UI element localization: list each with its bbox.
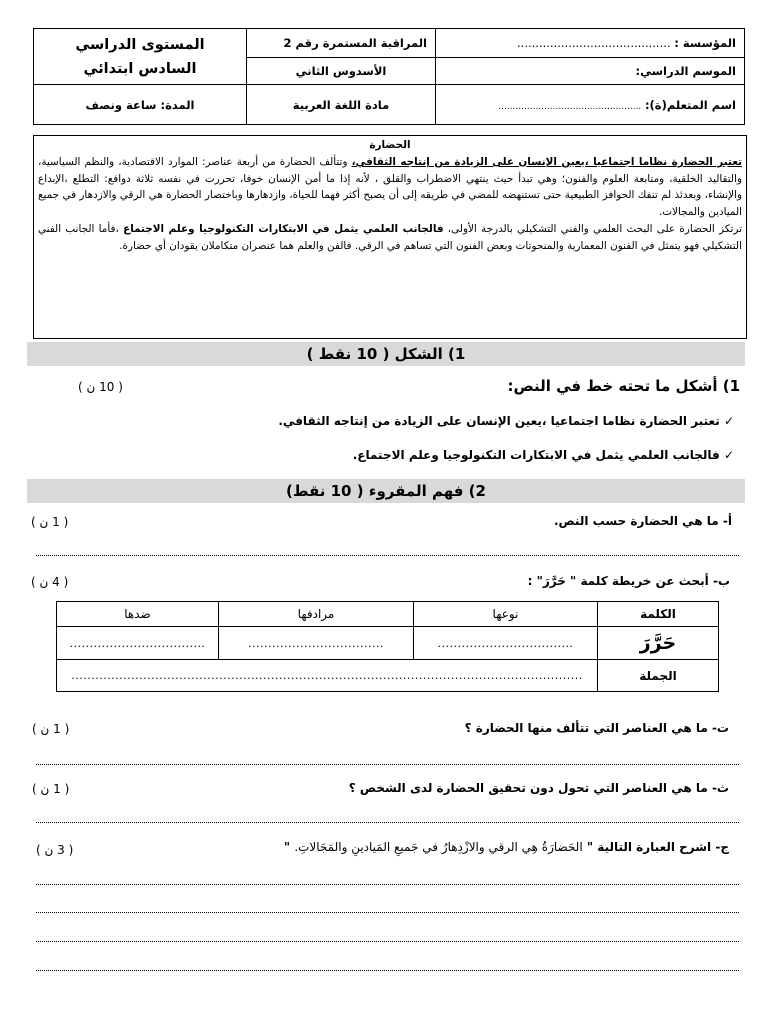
- synonym-answer[interactable]: ..................................: [219, 627, 414, 660]
- qt-text: ما هي العناصر التي تتألف منها الحضارة ؟: [464, 721, 708, 735]
- qt-points: ( 1 ن ): [32, 722, 70, 736]
- passage-text-2: ترتكز الحضارة على البحث العلمي والفني التشكيلي بالدرجة الأولى،: [447, 222, 742, 235]
- qj-answer-line-3[interactable]: [36, 941, 739, 942]
- qa-text: ما هي الحضارة حسب النص.: [554, 514, 719, 528]
- passage-paragraph-2: [38, 221, 742, 255]
- qth-row: [349, 781, 729, 795]
- qb-label: ب-: [712, 574, 730, 588]
- duration-cell: [34, 85, 247, 125]
- season-cell: [436, 58, 745, 85]
- qj-row: [284, 840, 729, 854]
- qa-label: أ-: [722, 514, 732, 528]
- reading-passage: [33, 135, 747, 339]
- duration: المدة: ساعة ونصف: [85, 97, 195, 112]
- shakl-sentence-2: فالجانب العلمي يثمل في الابتكارات التكنولوجيا وعلم الاجتماع.: [352, 448, 720, 462]
- qb-row: [528, 574, 730, 588]
- col-antonym-header: ضدها: [57, 602, 219, 627]
- section-2-title: 2) فهم المقروء ( 10 نقط): [27, 479, 745, 503]
- qa-points: ( 1 ن ): [31, 515, 69, 529]
- shakl-sentence-1: تعتبر الحضارة نظاما اجتماعيا ،يعين الإنسان على الزيادة من إنتاجه الثقافي.: [278, 414, 720, 428]
- institution-dots[interactable]: ..........................................: [517, 36, 671, 50]
- level-cell: [34, 29, 247, 85]
- level-value: السادس ابتدائي: [83, 60, 197, 77]
- section-1-title: 1) الشكل ( 10 نقط ): [27, 342, 745, 366]
- student-dots[interactable]: ..................................................: [498, 101, 642, 112]
- col-type-header: نوعها: [414, 602, 598, 627]
- passage-title: الحضارة: [369, 139, 411, 151]
- passage-text-3: ،فأما الجانب الفني التشكيلي فهو يتمثل في الفنون المعمارية والمنحوتات وبعض الفنون التي تساهم في الرقي. فالفن والعلم هما عنصران متكاملان يقودان أي حضارة.: [38, 222, 742, 252]
- qa-row: [554, 514, 732, 528]
- col-word-header: الكلمة: [598, 602, 719, 627]
- subject-cell: [247, 85, 436, 125]
- exam-title: المراقبة المستمرة رقم 2: [283, 36, 427, 50]
- subject: مادة اللغة العربية: [292, 97, 390, 112]
- map-word: حَرَّرَ: [598, 627, 719, 660]
- semester-cell: [247, 58, 436, 85]
- exam-title-cell: [247, 29, 436, 58]
- col-synonym-header: مرادفها: [219, 602, 414, 627]
- check-icon: ✓: [723, 448, 734, 462]
- check-icon: ✓: [723, 414, 734, 428]
- qb-points: ( 4 ن ): [31, 575, 69, 589]
- exam-header: [33, 28, 745, 125]
- passage-paragraph-1: [38, 154, 742, 221]
- season-label: الموسم الدراسي:: [635, 64, 736, 78]
- qj-answer-line-2[interactable]: [36, 912, 739, 913]
- qt-row: [465, 721, 729, 735]
- q1-heading: [508, 377, 740, 395]
- qth-answer-line[interactable]: [36, 822, 739, 823]
- passage-text-1: وتتألف الحضارة من أربعة عناصر: الموارد الاقتصادية، والنظم السياسية، والتقاليد الخلقية، ومتابعة العلوم والفنون؛ وهي تبدأ حيث ينتهي الاضطراب والقلق ، لأنه إذا ما أمن الإنسان خوفا، تحررت في نفسه ثلاثة دوافع: التطلع ،الإبداع والإنشاء، وبعدئذ لم تنفك الحوافز الطبيعية حتى تستنهضه للمضي في طريقه إلى أن يصبح أكثر فهما للحياة، وازدهارها وباختصار الحضارة هي الرقي والازدهار في جميع الميادين والمجالات.: [38, 155, 742, 219]
- antonym-answer[interactable]: ..................................: [57, 627, 219, 660]
- qth-text: ما هي العناصر التي تحول دون تحقيق الحضارة لدى الشخص ؟: [348, 781, 708, 795]
- qa-answer-line[interactable]: [36, 555, 739, 556]
- passage-underlined-1: تعتبر الحضارة نظاما اجتماعيا ،يعين الإنسان على الزيادة من إنتاجه الثقافي،: [351, 155, 742, 168]
- institution-cell: [436, 29, 745, 58]
- type-answer[interactable]: ..................................: [414, 627, 598, 660]
- qj-answer-line-1[interactable]: [36, 884, 739, 885]
- qt-answer-line[interactable]: [36, 764, 739, 765]
- qth-points: ( 1 ن ): [32, 782, 70, 796]
- qj-points: ( 3 ن ): [36, 843, 74, 857]
- institution-label: المؤسسة :: [674, 36, 736, 50]
- passage-bold-2: فالجانب العلمي يثمل في الابتكارات التكنولوجيا وعلم الاجتماع: [123, 222, 444, 235]
- sentence-answer[interactable]: ................................................................................................................................: [57, 660, 598, 692]
- level-label: المستوى الدراسي: [75, 36, 205, 53]
- word-map-table: [56, 601, 719, 692]
- q1-number: 1): [722, 377, 740, 395]
- sentence-row-label: الجملة: [598, 660, 719, 692]
- q1-text: أشكل ما تحته خط في النص:: [507, 377, 718, 395]
- qj-text: اشرح العبارة التالية ": [586, 840, 712, 854]
- shakl-sentence-2-row: [353, 448, 734, 462]
- qj-close: ": [283, 840, 291, 854]
- shakl-sentence-1-row: [278, 414, 734, 428]
- qt-label: ت-: [711, 721, 729, 735]
- q1-points: ( 10 ن ): [78, 380, 123, 394]
- qb-text: أبحث عن خريطة كلمة " حَرَّرَ" :: [527, 574, 709, 588]
- student-cell: [436, 85, 745, 125]
- student-label: اسم المتعلم(ة):: [644, 97, 736, 112]
- qj-label: ج-: [715, 840, 729, 854]
- semester: الأسدوس الثاني: [295, 64, 387, 78]
- qj-answer-line-4[interactable]: [36, 970, 739, 971]
- qj-quote: الحَضارَةُ هِي الرقي والازْدِهارُ في جَميعِ المَيادينِ والمَجَالاتِ.: [294, 840, 583, 854]
- qth-label: ث-: [711, 781, 729, 795]
